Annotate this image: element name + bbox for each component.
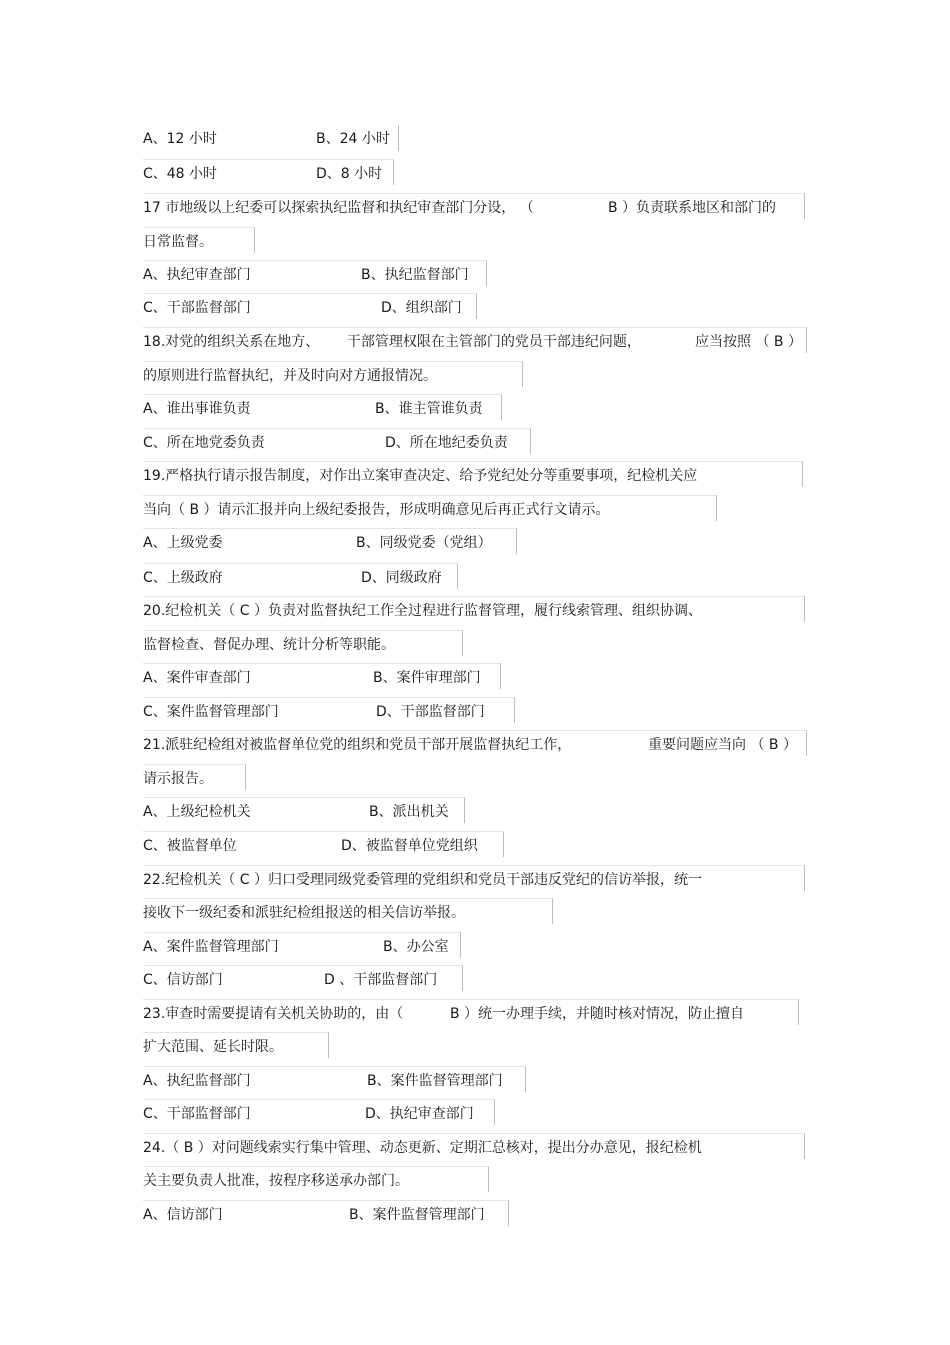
text-segment: A、上级纪检机关: [143, 803, 251, 820]
text-segment: C、被监督单位: [143, 837, 237, 854]
text-line: [143, 965, 463, 991]
text-segment: 扩大范围、延长时限。: [143, 1038, 283, 1055]
text-segment: 24.（ B ）对问题线索实行集中管理、动态更新、定期汇总核对，提出分办意见，报纪检机: [143, 1139, 702, 1156]
text-segment: D、8 小时: [316, 165, 383, 182]
text-segment: 关主要负责人批准，按程序移送承办部门。: [143, 1172, 409, 1189]
text-segment: B、同级党委（党组）: [356, 534, 492, 551]
text-line: [143, 428, 531, 454]
text-line: [143, 528, 517, 554]
text-segment: B、案件监督管理部门: [349, 1206, 485, 1223]
text-segment: 19.严格执行请示报告制度，对作出立案审查决定、给予党纪处分等重要事项，纪检机关应: [143, 467, 698, 484]
text-line: [143, 730, 807, 756]
text-segment: 应当按照 （ B ）: [695, 333, 802, 350]
text-line: [143, 797, 465, 823]
text-line: [143, 125, 399, 151]
text-segment: D、干部监督部门: [376, 703, 485, 720]
text-line: [143, 327, 807, 353]
text-segment: 18.对党的组织关系在地方、: [143, 333, 320, 350]
text-segment: C、干部监督部门: [143, 299, 251, 316]
text-segment: C、48 小时: [143, 165, 218, 182]
text-segment: 23.审查时需要提请有关机关协助的，由（: [143, 1005, 404, 1022]
text-line: [143, 999, 799, 1025]
text-segment: 21.派驻纪检组对被监督单位党的组织和党员干部开展监督执纪工作，: [143, 736, 572, 753]
text-line: [143, 293, 477, 319]
text-segment: B、24 小时: [316, 131, 390, 147]
text-line: [143, 596, 805, 622]
text-line: [143, 563, 458, 589]
text-line: [143, 697, 515, 723]
text-line: [143, 159, 394, 185]
text-segment: A、案件监督管理部门: [143, 938, 279, 955]
text-segment: 的原则进行监督执纪，并及时向对方通报情况。: [143, 367, 437, 384]
text-segment: 干部管理权限在主管部门的党员干部违纪问题，: [346, 333, 641, 350]
text-line: [143, 898, 553, 924]
text-line: [143, 1133, 805, 1159]
text-segment: 重要问题应当向 （ B ）: [648, 736, 797, 753]
text-line: [143, 831, 504, 857]
text-line: [143, 495, 717, 521]
text-segment: A、案件审查部门: [143, 669, 251, 686]
text-segment: 22.纪检机关（ C ）归口受理同级党委管理的党组织和党员干部违反党纪的信访举报，统一: [143, 871, 702, 888]
text-segment: C、案件监督管理部门: [143, 703, 279, 720]
text-segment: B、执纪监督部门: [361, 266, 469, 283]
text-line: [143, 663, 501, 689]
text-segment: A、谁出事谁负责: [143, 400, 251, 417]
text-segment: 接收下一级纪委和派驻纪检组报送的相关信访举报。: [143, 904, 465, 921]
text-segment: A、上级党委: [143, 534, 223, 551]
text-line: [143, 227, 255, 253]
text-line: [143, 865, 805, 891]
text-line: [143, 193, 805, 219]
text-segment: C、上级政府: [143, 569, 223, 586]
text-segment: C、所在地党委负责: [143, 434, 265, 451]
text-segment: D、同级政府: [361, 569, 442, 586]
text-segment: 请示报告。: [143, 770, 213, 787]
text-segment: B、案件审理部门: [373, 669, 481, 686]
text-segment: D 、干部监督部门: [324, 971, 438, 988]
text-segment: D、被监督单位党组织: [341, 837, 478, 854]
text-segment: B、案件监督管理部门: [367, 1072, 503, 1089]
text-line: [143, 260, 487, 286]
text-segment: 20.纪检机关（ C ）负责对监督执纪工作全过程进行监督管理，履行线索管理、组织协调、: [143, 602, 702, 619]
text-segment: D、所在地纪委负责: [385, 434, 508, 451]
text-segment: C、信访部门: [143, 971, 223, 988]
text-line: [143, 1200, 509, 1226]
text-segment: 当向（ B ）请示汇报并向上级纪委报告，形成明确意见后再正式行文请示。: [143, 501, 610, 518]
text-segment: 17 市地级以上纪委可以探索执纪监督和执纪审查部门分设， （: [143, 199, 534, 216]
text-segment: A、执纪监督部门: [143, 1072, 251, 1089]
text-line: [143, 1032, 329, 1058]
text-segment: B、派出机关: [369, 803, 449, 820]
text-segment: B、谁主管谁负责: [375, 400, 483, 417]
text-segment: B、办公室: [383, 938, 449, 955]
text-line: [143, 1066, 526, 1092]
text-segment: 监督检查、督促办理、统计分析等职能。: [143, 636, 395, 653]
text-line: [143, 1166, 489, 1192]
text-segment: D、组织部门: [381, 299, 462, 316]
text-line: [143, 932, 461, 958]
text-segment: B ）统一办理手续，并随时核对情况，防止擅自: [450, 1005, 745, 1022]
text-segment: 日常监督。: [143, 233, 213, 250]
text-line: [143, 764, 246, 790]
text-line: [143, 630, 463, 656]
text-segment: D、执纪审查部门: [365, 1105, 474, 1122]
text-segment: A、执纪审查部门: [143, 266, 251, 283]
text-segment: A、信访部门: [143, 1206, 223, 1223]
text-line: [143, 394, 502, 420]
text-line: [143, 361, 523, 387]
text-segment: A、12 小时: [143, 131, 217, 147]
text-segment: C、干部监督部门: [143, 1105, 251, 1122]
text-line: [143, 461, 803, 487]
text-segment: B ）负责联系地区和部门的: [608, 199, 777, 216]
text-line: [143, 1099, 495, 1125]
